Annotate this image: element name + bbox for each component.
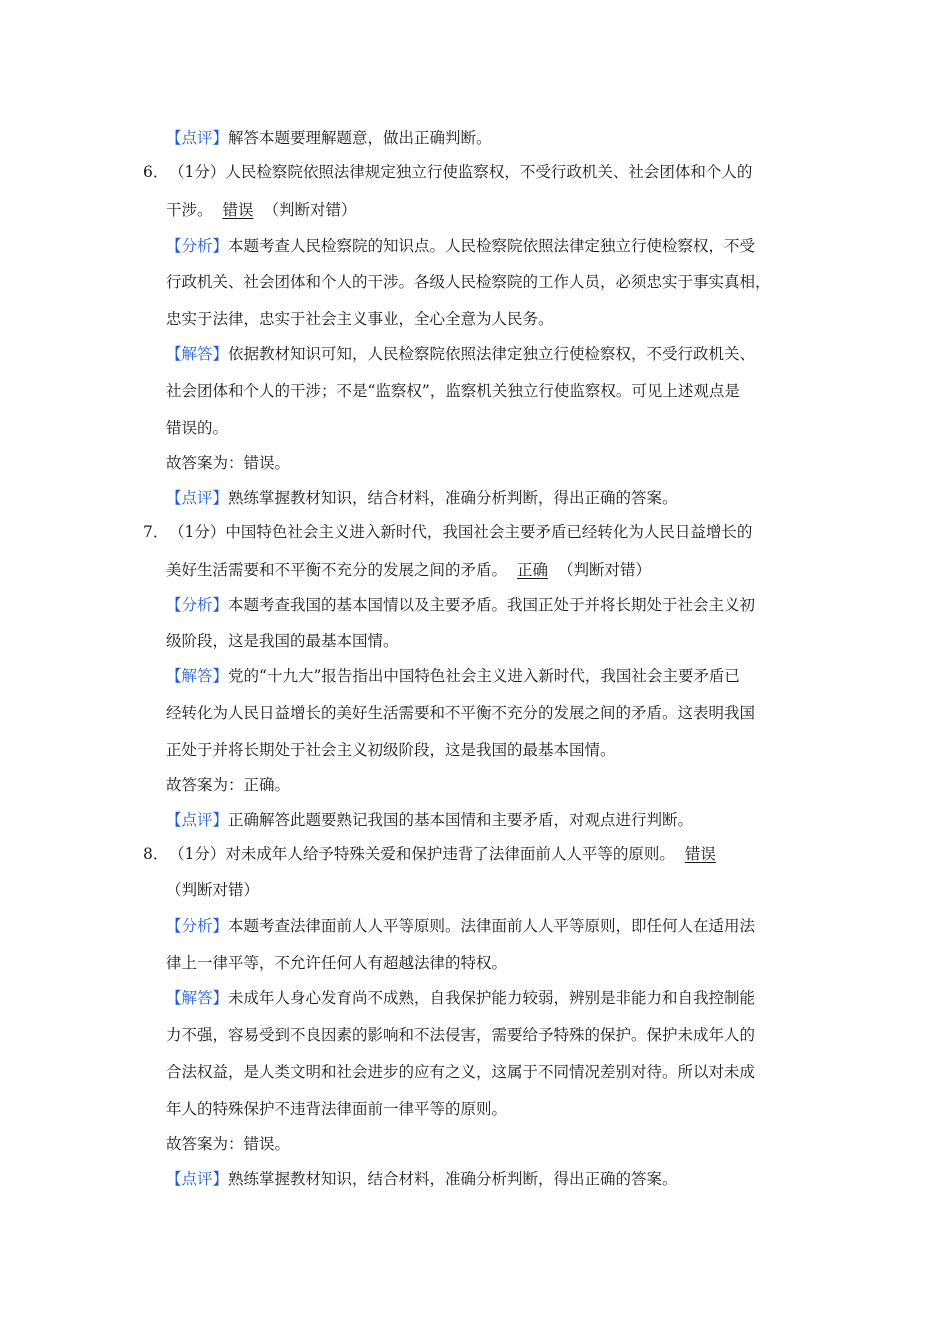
question-text: 干涉。: [166, 201, 213, 219]
question-7-line1: [143, 522, 752, 542]
solution-tag: 【解答】: [166, 667, 229, 685]
analysis-text: 本题考查人民检察院的知识点。人民检察院依照法律定独立行使检察权，不受: [228, 237, 756, 255]
solution-text: 依据教材知识可知，人民检察院依照法律定独立行使检察权，不受行政机关、: [228, 345, 756, 363]
answer-blank: 错误: [222, 201, 254, 219]
final-answer: 故答案为：错误。: [166, 1135, 291, 1153]
final-answer: 故答案为：正确。: [166, 776, 291, 794]
question-7-line2: [166, 560, 651, 580]
solution-line: [166, 988, 755, 1008]
question-hint: （判断对错）: [558, 561, 652, 579]
answer-blank: 正确: [517, 561, 549, 579]
solution-text: 党的“十九大”报告指出中国特色社会主义进入新时代，我国社会主要矛盾已: [228, 667, 740, 685]
final-answer: 故答案为：错误。: [166, 454, 291, 472]
question-text: 美好生活需要和不平衡不充分的发展之间的矛盾。: [166, 561, 508, 579]
question-number: 7．: [143, 523, 169, 541]
question-8-line1: [143, 844, 726, 864]
solution-text: 未成年人身心发育尚不成熟，自我保护能力较弱，辨别是非能力和自我控制能: [228, 989, 756, 1007]
solution-tag: 【解答】: [166, 345, 229, 363]
analysis-text: 本题考查法律面前人人平等原则。法律面前人人平等原则，即任何人在适用法: [228, 917, 756, 935]
analysis-line: 级阶段，这是我国的最基本国情。: [166, 632, 399, 650]
question-hint: （判断对错）: [166, 881, 260, 899]
comment-tag: 【点评】: [166, 129, 229, 147]
question-6-line1: [143, 162, 752, 182]
comment-line: [166, 810, 693, 830]
solution-line: 合法权益，是人类文明和社会进步的应有之义，这属于不同情况差别对待。所以对未成: [166, 1063, 756, 1081]
analysis-line: [166, 236, 755, 256]
analysis-tag: 【分析】: [166, 917, 229, 935]
analysis-line: 忠实于法律，忠实于社会主义事业，全心全意为人民务。: [166, 310, 554, 328]
comment-line: [166, 488, 678, 508]
comment-line: [166, 128, 492, 148]
answer-blank: 错误: [684, 845, 716, 863]
comment-text: 解答本题要理解题意，做出正确判断。: [228, 129, 492, 147]
analysis-tag: 【分析】: [166, 596, 229, 614]
comment-tag: 【点评】: [166, 489, 229, 507]
solution-line: [166, 666, 740, 686]
question-text: （1分）人民检察院依照法律规定独立行使监察权，不受行政机关、社会团体和个人的: [169, 163, 753, 181]
analysis-text: 本题考查我国的基本国情以及主要矛盾。我国正处于并将长期处于社会主义初: [228, 596, 756, 614]
question-text: （1分）对未成年人给予特殊关爱和保护违背了法律面前人人平等的原则。: [169, 845, 675, 863]
analysis-line: 律上一律平等，不允许任何人有超越法律的特权。: [166, 954, 508, 972]
solution-line: 正处于并将长期处于社会主义初级阶段，这是我国的最基本国情。: [166, 741, 616, 759]
solution-line: 社会团体和个人的干涉；不是“监察权”，监察机关独立行使监察权。可见上述观点是: [166, 382, 740, 400]
comment-tag: 【点评】: [166, 1170, 229, 1188]
analysis-line: [166, 595, 755, 615]
question-6-line2: [166, 200, 357, 220]
comment-text: 熟练掌握教材知识，结合材料，准确分析判断，得出正确的答案。: [228, 1170, 678, 1188]
question-text: （1分）中国特色社会主义进入新时代，我国社会主要矛盾已经转化为人民日益增长的: [169, 523, 753, 541]
comment-line: [166, 1169, 678, 1189]
analysis-line: 行政机关、社会团体和个人的干涉。各级人民检察院的工作人员，必须忠实于事实真相，: [166, 273, 771, 291]
solution-line: 经转化为人民日益增长的美好生活需要和不平衡不充分的发展之间的矛盾。这表明我国: [166, 704, 756, 722]
question-number: 6．: [143, 163, 169, 181]
solution-line: [166, 344, 755, 364]
solution-line: 力不强，容易受到不良因素的影响和不法侵害，需要给予特殊的保护。保护未成年人的: [166, 1026, 756, 1044]
comment-text: 正确解答此题要熟记我国的基本国情和主要矛盾，对观点进行判断。: [228, 811, 694, 829]
question-hint: （判断对错）: [263, 201, 357, 219]
solution-line: 年人的特殊保护不违背法律面前一律平等的原则。: [166, 1100, 508, 1118]
analysis-tag: 【分析】: [166, 237, 229, 255]
analysis-line: [166, 916, 755, 936]
solution-tag: 【解答】: [166, 989, 229, 1007]
solution-line: 错误的。: [166, 419, 229, 437]
comment-text: 熟练掌握教材知识，结合材料，准确分析判断，得出正确的答案。: [228, 489, 678, 507]
comment-tag: 【点评】: [166, 811, 229, 829]
question-number: 8．: [143, 845, 169, 863]
